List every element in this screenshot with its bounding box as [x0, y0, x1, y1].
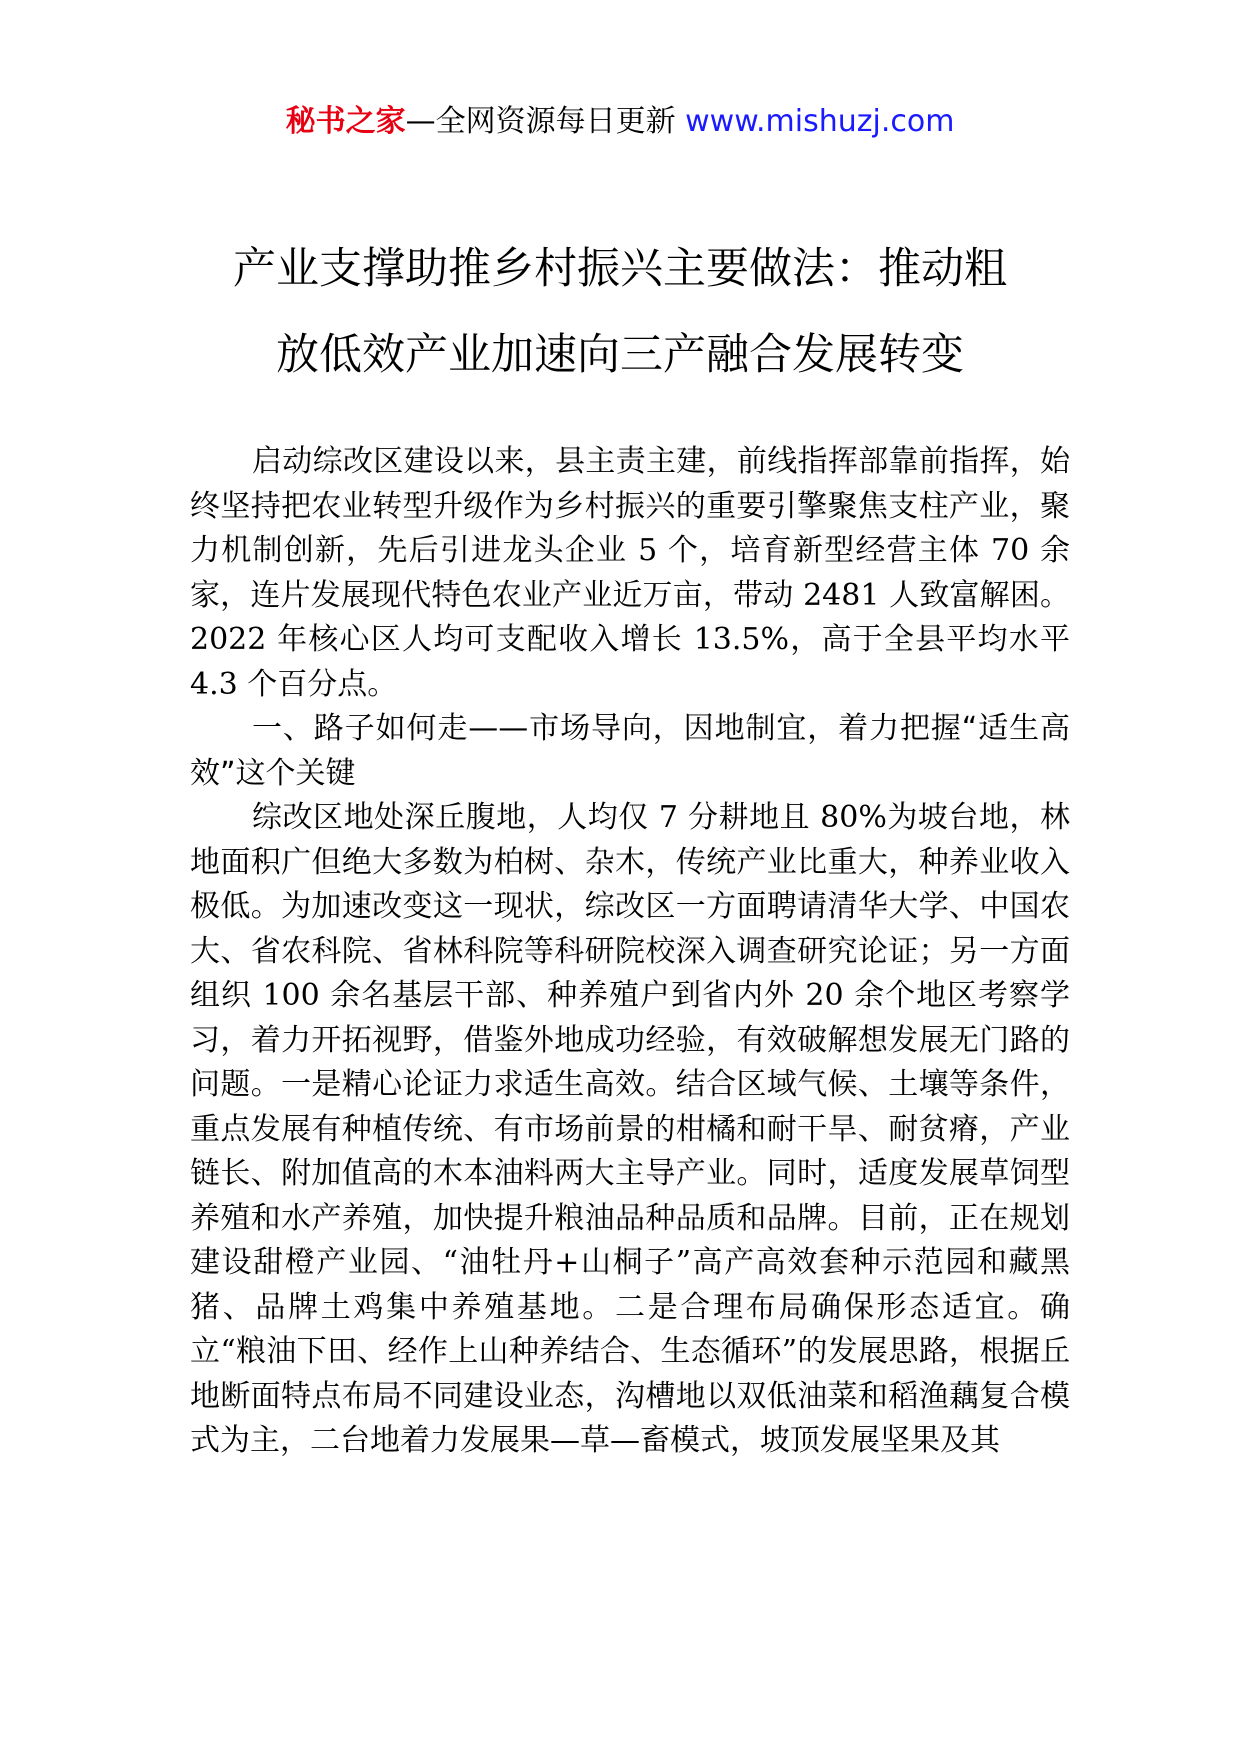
website-link[interactable]: www.mishuzj.com: [685, 104, 955, 139]
title-line-1: 产业支撑助推乡村振兴主要做法：推动粗: [233, 244, 1007, 294]
section-heading: 一、路子如何走——市场导向，因地制宜，着力把握“适生高效”这个关键: [190, 711, 1070, 791]
page-header: [0, 100, 1240, 144]
header-tagline: —全网资源每日更新: [405, 104, 676, 139]
intro-paragraph: 启动综改区建设以来，县主责主建，前线指挥部靠前指挥，始终坚持把农业转型升级作为乡村振兴的重要引擎聚焦支柱产业，聚力机制创新，先后引进龙头企业 5 个，培育新型经营主体 70 余家，连片发展现代特色农业产业近万亩，带动 2481 人致富解困。2022 年核心区人均可支配收入增长 13.5%，高于全县平均水平 4.3 个百分点。: [190, 444, 1070, 702]
document-title: [120, 226, 1120, 398]
body-paragraph: 综改区地处深丘腹地，人均仅 7 分耕地且 80%为坡台地，林地面积广但绝大多数为柏树、杂木，传统产业比重大，种养业收入极低。为加速改变这一现状，综改区一方面聘请清华大学、中国农大、省农科院、省林科院等科研院校深入调查研究论证；另一方面组织 100 余名基层干部、种养殖户到省内外 20 余个地区考察学习，着力开拓视野，借鉴外地成功经验，有效破解想发展无门路的问题。一是精心论证力求适生高效。结合区域气候、土壤等条件，重点发展有种植传统、有市场前景的柑橘和耐干旱、耐贫瘠，产业链长、附加值高的木本油料两大主导产业。同时，适度发展草饲型养殖和水产养殖，加快提升粮油品种品质和品牌。目前，正在规划建设甜橙产业园、“油牡丹+山桐子”高产高效套种示范园和藏黑猪、品牌土鸡集中养殖基地。二是合理布局确保形态适宜。确立“粮油下田、经作上山种养结合、生态循环”的发展思路，根据丘地断面特点布局不同建设业态，沟槽地以双低油菜和稻渔藕复合模式为主，二台地着力发展果—草—畜模式，坡顶发展坚果及其: [190, 800, 1070, 1458]
brand-name: 秘书之家: [285, 104, 406, 139]
document-body: [190, 440, 1070, 1464]
title-line-2: 放低效产业加速向三产融合发展转变: [276, 330, 964, 380]
